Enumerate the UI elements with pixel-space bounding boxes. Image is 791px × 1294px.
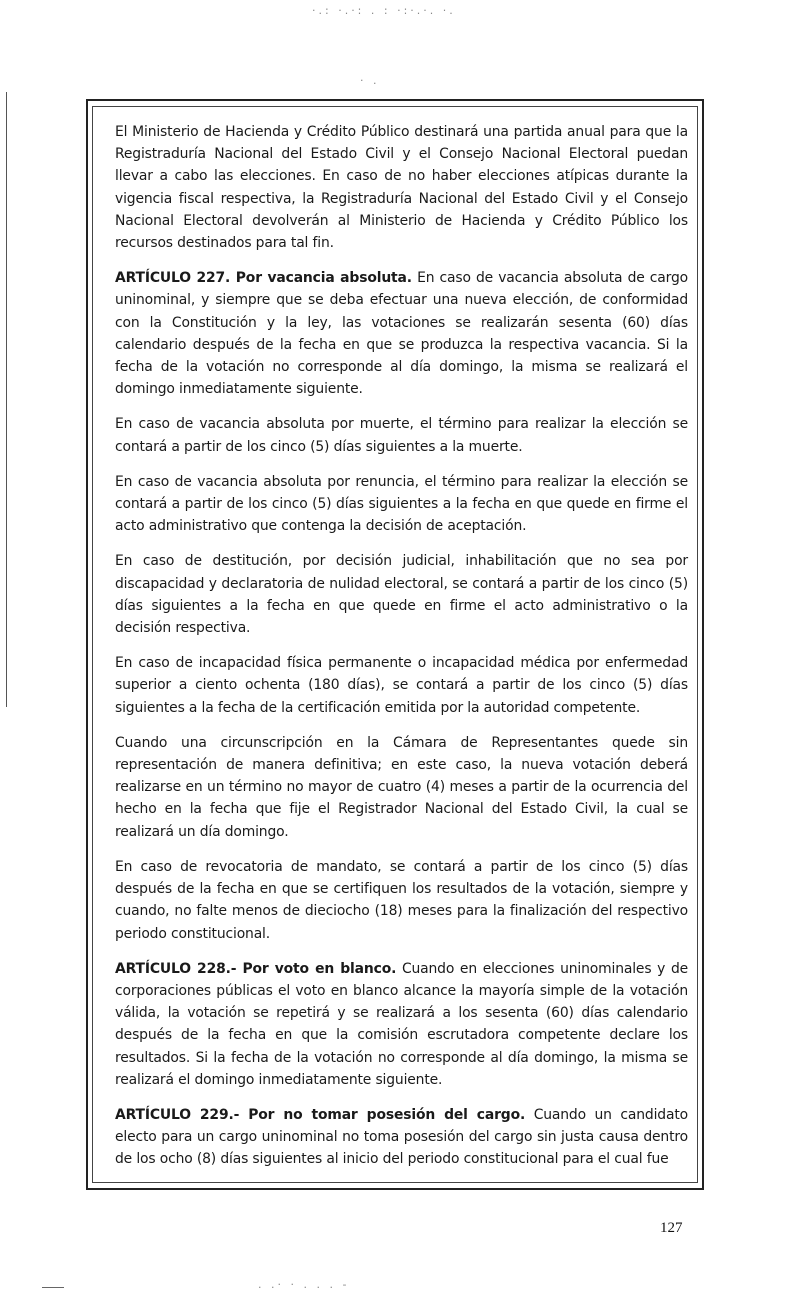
paragraph-incapacity	[115, 652, 688, 719]
scan-margin-line	[6, 92, 7, 707]
paragraph-dismissal	[115, 550, 688, 639]
page-number: 127	[660, 1220, 683, 1236]
article-heading: ARTÍCULO 229.- Por no tomar posesión del cargo.	[115, 1106, 526, 1123]
scan-noise: . .· · . . . -	[258, 1278, 350, 1291]
scan-mark	[42, 1287, 64, 1288]
paragraph-text: En caso de revocatoria de mandato, se contará a partir de los cinco (5) días después de la fecha en que se certifiquen los resultados de la votación, siempre y cuando, no falte menos de dieciocho (18) meses para la finalización del respectivo periodo constitucional.	[115, 858, 688, 942]
paragraph-circumscription	[115, 732, 688, 843]
paragraph-revocation	[115, 856, 688, 945]
paragraph-resignation	[115, 471, 688, 538]
paragraph-text: El Ministerio de Hacienda y Crédito Público destinará una partida anual para que la Registraduría Nacional del Estado Civil y el Consejo Nacional Electoral puedan llevar a cabo las elecciones. En caso de no haber elecciones atípicas durante la vigencia fiscal respectiva, la Registraduría Nacional del Estado Civil y el Consejo Nacional Electoral devolverán al Ministerio de Hacienda y Crédito Público los recursos destinados para tal fin.	[115, 124, 688, 252]
article-227	[115, 267, 688, 400]
paragraph-death	[115, 413, 688, 457]
article-228	[115, 958, 688, 1091]
document-body	[115, 121, 688, 1184]
scan-noise: ·.: ·.·: . : ·:·.·. ·.	[312, 4, 456, 17]
paragraph-text: En caso de incapacidad física permanente o incapacidad médica por enfermedad superior a ciento ochenta (180 días), se contará a partir de los cinco (5) días siguientes a la fecha de la certificación emitida por la autoridad competente.	[115, 655, 688, 716]
article-heading: ARTÍCULO 227. Por vacancia absoluta.	[115, 270, 412, 287]
paragraph-funding	[115, 121, 688, 254]
paragraph-text: En caso de vacancia absoluta de cargo uninominal, y siempre que se deba efectuar una nueva elección, de conformidad con la Constitución y la ley, las votaciones se realizarán sesenta (60) días calendario después de la fecha en que se produzca la respectiva vacancia. Si la fecha de la votación no corresponde al día domingo, la misma se realizará el domingo inmediatamente siguiente.	[115, 270, 688, 398]
article-heading: ARTÍCULO 228.- Por voto en blanco.	[115, 960, 397, 977]
paragraph-text: En caso de destitución, por decisión judicial, inhabilitación que no sea por discapacidad y declaratoria de nulidad electoral, se contará a partir de los cinco (5) días siguientes a la fecha en que quede en firme el acto administrativo o la decisión respectiva.	[115, 553, 688, 637]
paragraph-text: Cuando una circunscripción en la Cámara de Representantes quede sin representación de manera definitiva; en este caso, la nueva votación deberá realizarse en un término no mayor de cuatro (4) meses a partir de la ocurrencia del hecho en la fecha que fije el Registrador Nacional del Estado Civil, la cual se realizará un día domingo.	[115, 734, 688, 840]
article-229	[115, 1104, 688, 1171]
paragraph-text: En caso de vacancia absoluta por muerte, el término para realizar la elección se contará a partir de los cinco (5) días siguientes a la muerte.	[115, 416, 688, 455]
paragraph-text: Cuando un candidato electo para un cargo uninominal no toma posesión del cargo sin justa causa dentro de los ocho (8) días siguientes al inicio del periodo constitucional para el cual fue	[115, 1106, 688, 1168]
paragraph-text: En caso de vacancia absoluta por renuncia, el término para realizar la elección se contará a partir de los cinco (5) días siguientes a la fecha en que quede en firme el acto administrativo que contenga la decisión de aceptación.	[115, 473, 688, 535]
scan-noise: · .	[360, 74, 380, 87]
paragraph-text: Cuando en elecciones uninominales y de corporaciones públicas el voto en blanco alcance la mayoría simple de la votación válida, la votación se repetirá y se realizará a los sesenta (60) días calendario después de la fecha en que la comisión escrutadora competente declare los resultados. Si la fecha de la votación no corresponde al día domingo, la misma se realizará el domingo inmediatamente siguiente.	[115, 960, 689, 1088]
